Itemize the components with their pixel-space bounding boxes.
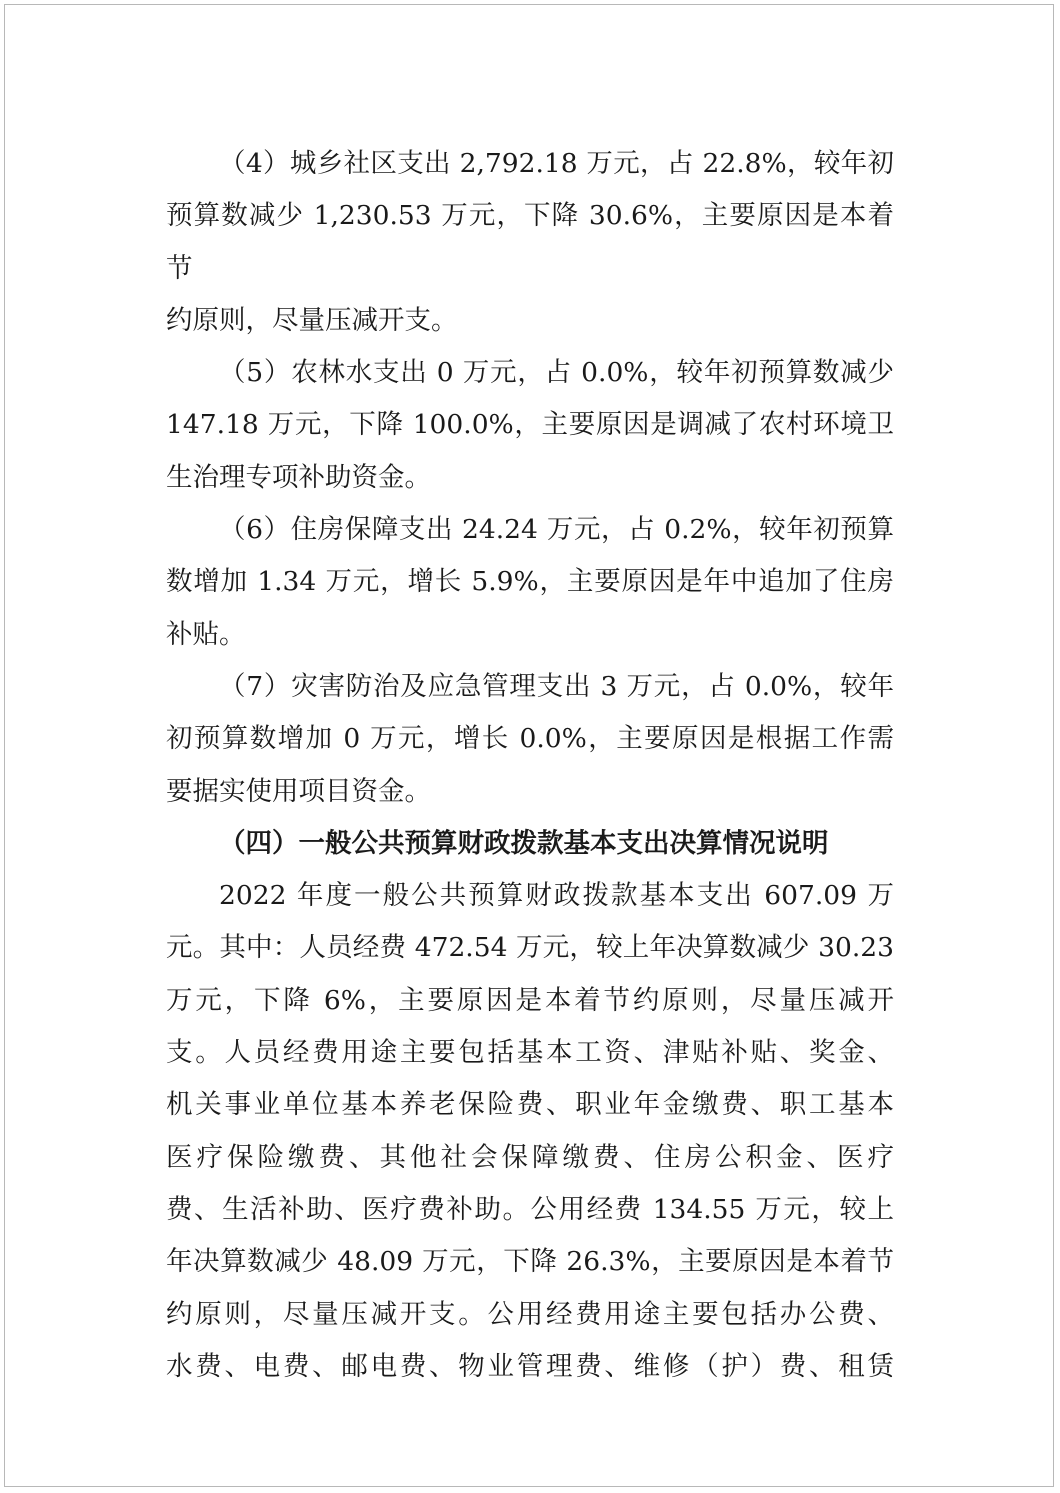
text-line: 约原则，尽量压减开支。公用经费用途主要包括办公费、 <box>166 1298 894 1330</box>
text-line: 医疗保险缴费、其他社会保障缴费、住房公积金、医疗 <box>166 1141 894 1173</box>
text-line: 2022 年度一般公共预算财政拨款基本支出 607.09 万 <box>219 880 894 912</box>
document-body <box>166 138 894 1393</box>
text-line: 水费、电费、邮电费、物业管理费、维修（护）费、租赁 <box>166 1350 894 1382</box>
paragraph-disaster-prevention <box>166 661 894 818</box>
text-line: 要据实使用项目资金。 <box>166 775 431 807</box>
text-line: 支。人员经费用途主要包括基本工资、津贴补贴、奖金、 <box>166 1037 894 1069</box>
text-line: 初预算数增加 0 万元，增长 0.0%，主要原因是根据工作需 <box>166 723 894 755</box>
text-line: 生治理专项补助资金。 <box>166 461 431 493</box>
text-line: 补贴。 <box>166 618 246 650</box>
section-heading: （四）一般公共预算财政拨款基本支出决算情况说明 <box>219 827 829 859</box>
text-line: （5）农林水支出 0 万元，占 0.0%，较年初预算数减少 <box>219 357 894 389</box>
text-line: 万元，下降 6%，主要原因是本着节约原则，尽量压减开 <box>166 984 894 1016</box>
paragraph-basic-expenditure <box>166 870 894 1393</box>
paragraph-housing-security <box>166 504 894 661</box>
paragraph-urban-rural-community <box>166 138 894 347</box>
paragraph-agriculture-forestry-water <box>166 347 894 504</box>
text-line: 费、生活补助、医疗费补助。公用经费 134.55 万元，较上 <box>166 1193 894 1225</box>
text-line: （7）灾害防治及应急管理支出 3 万元，占 0.0%，较年 <box>219 670 894 702</box>
text-line: （4）城乡社区支出 2,792.18 万元，占 22.8%，较年初 <box>219 148 894 179</box>
text-line: 年决算数减少 48.09 万元，下降 26.3%，主要原因是本着节 <box>166 1246 894 1278</box>
text-line: 约原则，尽量压减开支。 <box>166 304 458 336</box>
text-line: 机关事业单位基本养老保险费、职业年金缴费、职工基本 <box>166 1089 894 1121</box>
text-line: 元。其中：人员经费 472.54 万元，较上年决算数减少 30.23 <box>166 932 894 964</box>
text-line: （6）住房保障支出 24.24 万元，占 0.2%，较年初预算 <box>219 514 894 546</box>
text-line: 预算数减少 1,230.53 万元，下降 30.6%，主要原因是本着节 <box>166 200 894 284</box>
text-line: 数增加 1.34 万元，增长 5.9%，主要原因是年中追加了住房 <box>166 566 894 598</box>
text-line: 147.18 万元，下降 100.0%，主要原因是调减了农村环境卫 <box>166 409 894 441</box>
